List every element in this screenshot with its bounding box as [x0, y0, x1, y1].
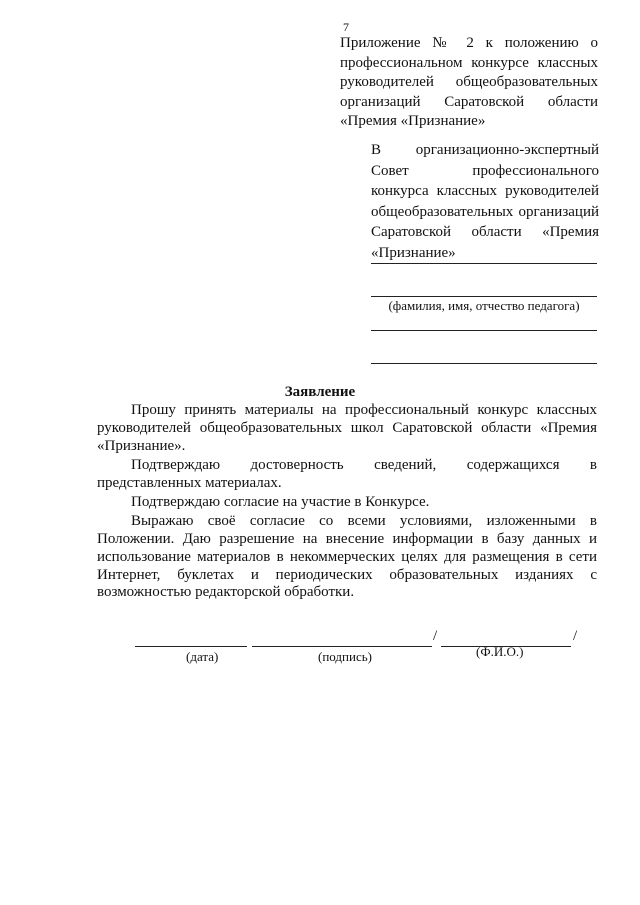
- addressee-line: Совет профессионального: [371, 162, 599, 179]
- text-line: Положении. Даю разрешение на внесение информации в базу данных и: [97, 531, 597, 548]
- text-line: представленных материалах.: [97, 474, 282, 491]
- signature-caption: (подпись): [318, 649, 372, 664]
- signature-line[interactable]: [252, 646, 432, 647]
- text-line: Подтверждаю достоверность сведений, содержащихся в: [131, 456, 597, 473]
- blank-line-2[interactable]: [371, 330, 597, 331]
- paragraph-1: [97, 402, 597, 455]
- date-caption: (дата): [186, 649, 219, 664]
- appendix-line: организаций Саратовской области: [340, 93, 598, 110]
- text-line: руководителей общеобразовательных школ Саратовской области «Премия: [97, 419, 597, 436]
- appendix-heading: [340, 34, 598, 132]
- addressee-line: «Признание»: [371, 244, 456, 261]
- slash-separator: /: [433, 628, 438, 644]
- text-line: Прошу принять материалы на профессиональный конкурс классных: [131, 402, 597, 418]
- paragraph-2: [97, 457, 597, 493]
- paragraph-3: [97, 494, 597, 512]
- appendix-line: Приложение № 2 к положению о: [340, 35, 598, 51]
- text-line: возможностью редакторской обработки.: [97, 584, 355, 601]
- document-title: Заявление: [284, 384, 356, 400]
- blank-line-1[interactable]: [371, 263, 597, 264]
- paragraph-4: [97, 513, 597, 602]
- addressee-line: конкурса классных руководителей: [371, 183, 599, 199]
- date-line[interactable]: [135, 646, 247, 647]
- text-line: Выражаю своё согласие со всеми условиями, изложенными в: [131, 513, 597, 530]
- text-line: Интернет, буклетах и периодических образовательных изданиях с: [97, 566, 597, 583]
- appendix-line: руководителей общеобразовательных: [340, 74, 598, 90]
- appendix-line: «Премия «Признание»: [340, 113, 486, 129]
- addressee-line: общеобразовательных организаций: [371, 203, 599, 220]
- application-body: [97, 402, 597, 604]
- fio-short-caption: (Ф.И.О.): [476, 644, 524, 659]
- text-line: использование материалов в некоммерческих целях для размещения в сети: [97, 548, 597, 565]
- text-line: Подтверждаю согласие на участие в Конкурсе.: [131, 493, 430, 510]
- text-line: «Признание».: [97, 437, 186, 454]
- addressee-line: Саратовской области «Премия: [371, 224, 599, 240]
- blank-line-3[interactable]: [371, 363, 597, 364]
- page-number: 7: [343, 20, 349, 34]
- addressee-line: В организационно-экспертный: [371, 142, 599, 158]
- fio-caption: (фамилия, имя, отчество педагога): [388, 298, 580, 313]
- blank-line-fio[interactable]: [371, 296, 597, 297]
- addressee-block: [371, 140, 599, 263]
- slash-separator: /: [573, 628, 578, 644]
- appendix-line: профессиональном конкурсе классных: [340, 54, 598, 71]
